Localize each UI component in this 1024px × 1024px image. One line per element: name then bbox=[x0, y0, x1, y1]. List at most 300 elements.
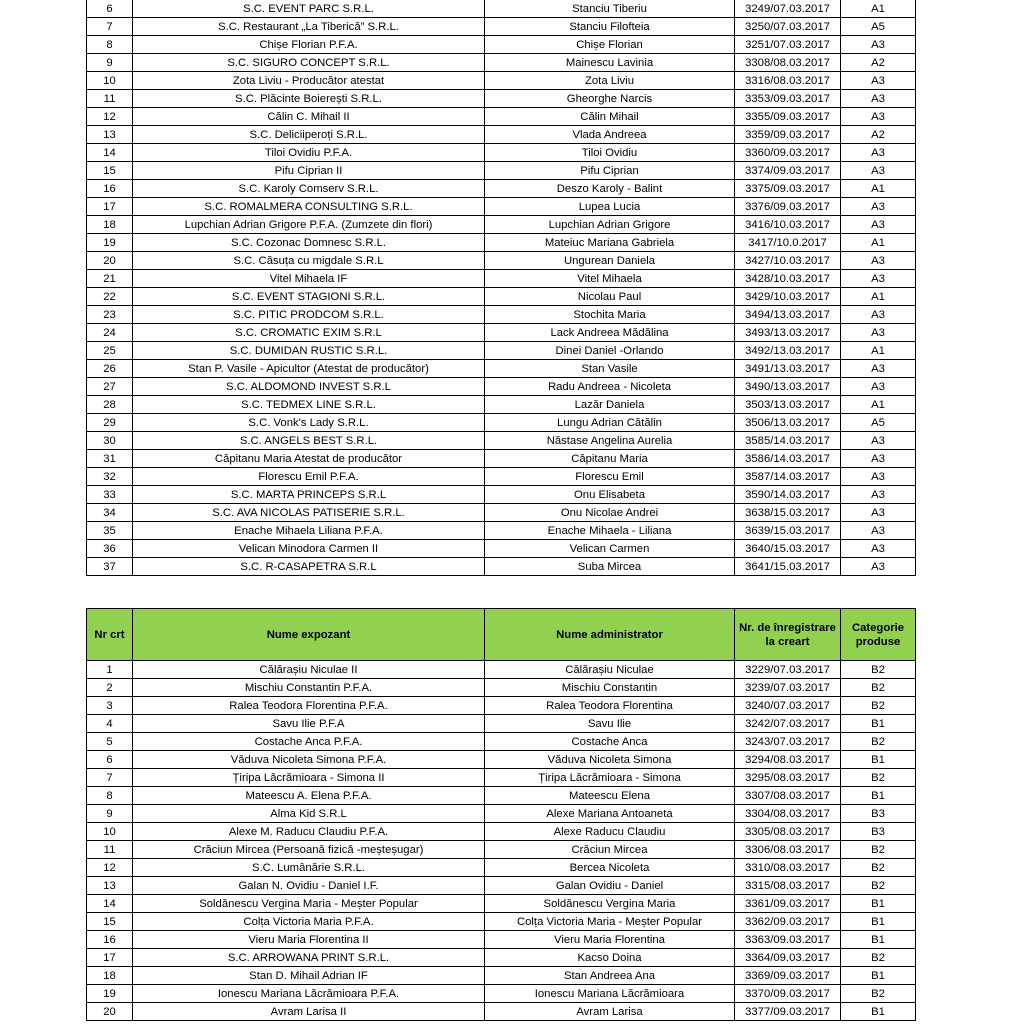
cell-administrator: Călărașiu Niculae bbox=[485, 661, 735, 679]
table-row bbox=[87, 486, 916, 504]
cell-nr-inregistrare: 3586/14.03.2017 bbox=[735, 450, 841, 468]
cell-nr-inregistrare: 3493/13.03.2017 bbox=[735, 324, 841, 342]
cell-categorie: B2 bbox=[841, 661, 916, 679]
cell-expozant: S.C. ALDOMOND INVEST S.R.L bbox=[133, 378, 485, 396]
cell-nr-inregistrare: 3638/15.03.2017 bbox=[735, 504, 841, 522]
table-row bbox=[87, 432, 916, 450]
table-row bbox=[87, 769, 916, 787]
cell-categorie: A3 bbox=[841, 558, 916, 576]
cell-nr: 16 bbox=[87, 931, 133, 949]
cell-nr: 10 bbox=[87, 72, 133, 90]
cell-expozant: S.C. EVENT PARC S.R.L. bbox=[133, 0, 485, 18]
table-row bbox=[87, 144, 916, 162]
cell-administrator: Crăciun Mircea bbox=[485, 841, 735, 859]
cell-administrator: Ionescu Mariana Lăcrămioara bbox=[485, 985, 735, 1003]
cell-administrator: Stanciu Filofteia bbox=[485, 18, 735, 36]
cell-expozant: Enache Mihaela Liliana P.F.A. bbox=[133, 522, 485, 540]
cell-nr-inregistrare: 3316/08.03.2017 bbox=[735, 72, 841, 90]
cell-nr: 5 bbox=[87, 733, 133, 751]
cell-categorie: A3 bbox=[841, 468, 916, 486]
cell-administrator: Vieru Maria Florentina bbox=[485, 931, 735, 949]
cell-nr: 28 bbox=[87, 396, 133, 414]
cell-nr: 36 bbox=[87, 540, 133, 558]
cell-nr: 33 bbox=[87, 486, 133, 504]
cell-nr-inregistrare: 3304/08.03.2017 bbox=[735, 805, 841, 823]
cell-administrator: Vlada Andreea bbox=[485, 126, 735, 144]
cell-expozant: Căpitanu Maria Atestat de producător bbox=[133, 450, 485, 468]
cell-categorie: A3 bbox=[841, 378, 916, 396]
cell-nr: 11 bbox=[87, 90, 133, 108]
cell-expozant: Florescu Emil P.F.A. bbox=[133, 468, 485, 486]
cell-nr: 19 bbox=[87, 985, 133, 1003]
cell-nr-inregistrare: 3364/09.03.2017 bbox=[735, 949, 841, 967]
cell-expozant: S.C. ANGELS BEST S.R.L. bbox=[133, 432, 485, 450]
cell-administrator: Călin Mihail bbox=[485, 108, 735, 126]
cell-categorie: B1 bbox=[841, 913, 916, 931]
table-row bbox=[87, 0, 916, 18]
cell-nr-inregistrare: 3359/09.03.2017 bbox=[735, 126, 841, 144]
table-row bbox=[87, 396, 916, 414]
cell-administrator: Colța Victoria Maria - Meșter Popular bbox=[485, 913, 735, 931]
cell-nr-inregistrare: 3306/08.03.2017 bbox=[735, 841, 841, 859]
cell-nr: 9 bbox=[87, 805, 133, 823]
table-row bbox=[87, 679, 916, 697]
cell-administrator: Ungurean Daniela bbox=[485, 252, 735, 270]
cell-expozant: S.C. PITIC PRODCOM S.R.L. bbox=[133, 306, 485, 324]
cell-administrator: Stan Vasile bbox=[485, 360, 735, 378]
table-row bbox=[87, 967, 916, 985]
cell-expozant: S.C. Cozonac Domnesc S.R.L. bbox=[133, 234, 485, 252]
cell-categorie: A3 bbox=[841, 108, 916, 126]
cell-administrator: Mateiuc Mariana Gabriela bbox=[485, 234, 735, 252]
cell-expozant: Lupchian Adrian Grigore P.F.A. (Zumzete din flori) bbox=[133, 216, 485, 234]
cell-nr-inregistrare: 3377/09.03.2017 bbox=[735, 1003, 841, 1021]
cell-categorie: B2 bbox=[841, 949, 916, 967]
cell-nr: 14 bbox=[87, 895, 133, 913]
cell-categorie: A5 bbox=[841, 18, 916, 36]
cell-expozant: Țiripa Lăcrămioara - Simona II bbox=[133, 769, 485, 787]
cell-nr: 3 bbox=[87, 697, 133, 715]
cell-categorie: A3 bbox=[841, 144, 916, 162]
table-row bbox=[87, 877, 916, 895]
cell-nr-inregistrare: 3250/07.03.2017 bbox=[735, 18, 841, 36]
cell-categorie: B2 bbox=[841, 985, 916, 1003]
cell-nr: 6 bbox=[87, 751, 133, 769]
table-row bbox=[87, 913, 916, 931]
cell-nr-inregistrare: 3295/08.03.2017 bbox=[735, 769, 841, 787]
cell-administrator: Velican Carmen bbox=[485, 540, 735, 558]
cell-administrator: Chișe Florian bbox=[485, 36, 735, 54]
table-row bbox=[87, 270, 916, 288]
cell-expozant: Vieru Maria Florentina II bbox=[133, 931, 485, 949]
cell-categorie: A1 bbox=[841, 0, 916, 18]
cell-nr-inregistrare: 3307/08.03.2017 bbox=[735, 787, 841, 805]
cell-nr: 7 bbox=[87, 769, 133, 787]
cell-nr-inregistrare: 3242/07.03.2017 bbox=[735, 715, 841, 733]
cell-nr: 37 bbox=[87, 558, 133, 576]
cell-categorie: B2 bbox=[841, 679, 916, 697]
cell-nr-inregistrare: 3417/10.0.2017 bbox=[735, 234, 841, 252]
cell-administrator: Soldănescu Vergina Maria bbox=[485, 895, 735, 913]
cell-administrator: Bercea Nicoleta bbox=[485, 859, 735, 877]
cell-expozant: Alexe M. Raducu Claudiu P.F.A. bbox=[133, 823, 485, 841]
cell-nr-inregistrare: 3416/10.03.2017 bbox=[735, 216, 841, 234]
cell-nr: 2 bbox=[87, 679, 133, 697]
cell-expozant: Călin C. Mihail II bbox=[133, 108, 485, 126]
cell-administrator: Stochita Maria bbox=[485, 306, 735, 324]
table-row bbox=[87, 126, 916, 144]
table-row bbox=[87, 558, 916, 576]
table-row bbox=[87, 90, 916, 108]
cell-nr-inregistrare: 3427/10.03.2017 bbox=[735, 252, 841, 270]
cell-administrator: Căpitanu Maria bbox=[485, 450, 735, 468]
table-row bbox=[87, 522, 916, 540]
cell-expozant: S.C. Căsuța cu migdale S.R.L bbox=[133, 252, 485, 270]
table-row bbox=[87, 234, 916, 252]
table-row bbox=[87, 823, 916, 841]
cell-categorie: B1 bbox=[841, 1003, 916, 1021]
cell-nr-inregistrare: 3315/08.03.2017 bbox=[735, 877, 841, 895]
cell-nr: 29 bbox=[87, 414, 133, 432]
table-row bbox=[87, 108, 916, 126]
cell-nr-inregistrare: 3308/08.03.2017 bbox=[735, 54, 841, 72]
cell-administrator: Văduva Nicoleta Simona bbox=[485, 751, 735, 769]
cell-nr: 20 bbox=[87, 1003, 133, 1021]
cell-nr-inregistrare: 3587/14.03.2017 bbox=[735, 468, 841, 486]
table-row bbox=[87, 288, 916, 306]
cell-administrator: Lazăr Daniela bbox=[485, 396, 735, 414]
header-nume-expozant: Nume expozant bbox=[133, 609, 485, 661]
cell-nr: 27 bbox=[87, 378, 133, 396]
cell-expozant: S.C. Karoly Comserv S.R.L. bbox=[133, 180, 485, 198]
cell-expozant: Tiloi Ovidiu P.F.A. bbox=[133, 144, 485, 162]
table-row bbox=[87, 378, 916, 396]
cell-expozant: Stan D. Mihail Adrian IF bbox=[133, 967, 485, 985]
table-row bbox=[87, 985, 916, 1003]
cell-administrator: Florescu Emil bbox=[485, 468, 735, 486]
cell-nr-inregistrare: 3641/15.03.2017 bbox=[735, 558, 841, 576]
cell-nr-inregistrare: 3369/09.03.2017 bbox=[735, 967, 841, 985]
cell-expozant: Pifu Ciprian II bbox=[133, 162, 485, 180]
cell-nr-inregistrare: 3370/09.03.2017 bbox=[735, 985, 841, 1003]
cell-nr-inregistrare: 3640/15.03.2017 bbox=[735, 540, 841, 558]
cell-nr: 21 bbox=[87, 270, 133, 288]
cell-nr-inregistrare: 3362/09.03.2017 bbox=[735, 913, 841, 931]
cell-nr: 8 bbox=[87, 36, 133, 54]
header-nr-inregistrare: Nr. de înregistrare la creart bbox=[735, 609, 841, 661]
table-b-header bbox=[87, 609, 916, 661]
cell-administrator: Pifu Ciprian bbox=[485, 162, 735, 180]
table-row bbox=[87, 180, 916, 198]
cell-nr: 14 bbox=[87, 144, 133, 162]
table-row bbox=[87, 540, 916, 558]
cell-administrator: Stanciu Tiberiu bbox=[485, 0, 735, 18]
table-row bbox=[87, 661, 916, 679]
table-row bbox=[87, 54, 916, 72]
cell-administrator: Țiripa Lăcrămioara - Simona bbox=[485, 769, 735, 787]
cell-nr: 26 bbox=[87, 360, 133, 378]
cell-expozant: Crăciun Mircea (Persoană fizică -meșteșugar) bbox=[133, 841, 485, 859]
exhibitors-table-b bbox=[86, 608, 916, 1021]
table-row bbox=[87, 733, 916, 751]
cell-nr-inregistrare: 3585/14.03.2017 bbox=[735, 432, 841, 450]
cell-categorie: A3 bbox=[841, 522, 916, 540]
table-row bbox=[87, 504, 916, 522]
cell-nr: 9 bbox=[87, 54, 133, 72]
cell-administrator: Galan Ovidiu - Daniel bbox=[485, 877, 735, 895]
cell-categorie: A3 bbox=[841, 270, 916, 288]
cell-expozant: S.C. DUMIDAN RUSTIC S.R.L. bbox=[133, 342, 485, 360]
cell-categorie: A1 bbox=[841, 234, 916, 252]
cell-administrator: Radu Andreea - Nicoleta bbox=[485, 378, 735, 396]
cell-administrator: Zota Liviu bbox=[485, 72, 735, 90]
cell-nr-inregistrare: 3249/07.03.2017 bbox=[735, 0, 841, 18]
cell-nr: 7 bbox=[87, 18, 133, 36]
cell-categorie: A3 bbox=[841, 450, 916, 468]
cell-categorie: A5 bbox=[841, 414, 916, 432]
cell-expozant: S.C. R-CASAPETRA S.R.L bbox=[133, 558, 485, 576]
cell-nr: 30 bbox=[87, 432, 133, 450]
cell-expozant: Velican Minodora Carmen II bbox=[133, 540, 485, 558]
cell-categorie: A1 bbox=[841, 396, 916, 414]
cell-administrator: Mateescu Elena bbox=[485, 787, 735, 805]
cell-categorie: A3 bbox=[841, 72, 916, 90]
cell-administrator: Avram Larisa bbox=[485, 1003, 735, 1021]
cell-nr: 10 bbox=[87, 823, 133, 841]
cell-expozant: Ionescu Mariana Lăcrămioara P.F.A. bbox=[133, 985, 485, 1003]
cell-categorie: A1 bbox=[841, 180, 916, 198]
cell-categorie: B3 bbox=[841, 805, 916, 823]
header-nr-crt: Nr crt bbox=[87, 609, 133, 661]
cell-expozant: S.C. AVA NICOLAS PATISERIE S.R.L. bbox=[133, 504, 485, 522]
cell-expozant: S.C. MARTA PRINCEPS S.R.L bbox=[133, 486, 485, 504]
cell-nr-inregistrare: 3375/09.03.2017 bbox=[735, 180, 841, 198]
cell-nr: 32 bbox=[87, 468, 133, 486]
header-row bbox=[87, 609, 916, 661]
cell-expozant: S.C. TEDMEX LINE S.R.L. bbox=[133, 396, 485, 414]
cell-nr-inregistrare: 3376/09.03.2017 bbox=[735, 198, 841, 216]
cell-categorie: A2 bbox=[841, 126, 916, 144]
cell-expozant: Chișe Florian P.F.A. bbox=[133, 36, 485, 54]
cell-nr: 16 bbox=[87, 180, 133, 198]
table-row bbox=[87, 324, 916, 342]
cell-administrator: Lupea Lucia bbox=[485, 198, 735, 216]
cell-nr: 4 bbox=[87, 715, 133, 733]
cell-categorie: A1 bbox=[841, 288, 916, 306]
cell-categorie: B2 bbox=[841, 841, 916, 859]
cell-categorie: A3 bbox=[841, 216, 916, 234]
table-row bbox=[87, 342, 916, 360]
table-row bbox=[87, 787, 916, 805]
cell-categorie: B3 bbox=[841, 823, 916, 841]
cell-categorie: A3 bbox=[841, 90, 916, 108]
cell-nr-inregistrare: 3360/09.03.2017 bbox=[735, 144, 841, 162]
cell-nr-inregistrare: 3491/13.03.2017 bbox=[735, 360, 841, 378]
cell-expozant: Soldănescu Vergina Maria - Meșter Popular bbox=[133, 895, 485, 913]
cell-expozant: Mischiu Constantin P.F.A. bbox=[133, 679, 485, 697]
cell-categorie: B2 bbox=[841, 859, 916, 877]
cell-nr-inregistrare: 3240/07.03.2017 bbox=[735, 697, 841, 715]
header-categorie-produse: Categorie produse bbox=[841, 609, 916, 661]
header-nume-administrator: Nume administrator bbox=[485, 609, 735, 661]
cell-nr: 18 bbox=[87, 216, 133, 234]
cell-expozant: Călărașiu Niculae II bbox=[133, 661, 485, 679]
cell-administrator: Alexe Raducu Claudiu bbox=[485, 823, 735, 841]
cell-nr-inregistrare: 3363/09.03.2017 bbox=[735, 931, 841, 949]
cell-expozant: Mateescu A. Elena P.F.A. bbox=[133, 787, 485, 805]
cell-nr-inregistrare: 3503/13.03.2017 bbox=[735, 396, 841, 414]
table-row bbox=[87, 72, 916, 90]
cell-nr: 15 bbox=[87, 913, 133, 931]
cell-administrator: Lungu Adrian Cătălin bbox=[485, 414, 735, 432]
cell-administrator: Gheorghe Narcis bbox=[485, 90, 735, 108]
cell-nr: 15 bbox=[87, 162, 133, 180]
cell-administrator: Deszo Karoly - Balint bbox=[485, 180, 735, 198]
cell-nr: 34 bbox=[87, 504, 133, 522]
cell-nr-inregistrare: 3429/10.03.2017 bbox=[735, 288, 841, 306]
cell-nr: 31 bbox=[87, 450, 133, 468]
table-row bbox=[87, 162, 916, 180]
cell-categorie: B2 bbox=[841, 697, 916, 715]
cell-nr-inregistrare: 3494/13.03.2017 bbox=[735, 306, 841, 324]
cell-categorie: B1 bbox=[841, 895, 916, 913]
cell-administrator: Tiloi Ovidiu bbox=[485, 144, 735, 162]
table-row bbox=[87, 36, 916, 54]
cell-expozant: S.C. ROMALMERA CONSULTING S.R.L. bbox=[133, 198, 485, 216]
table-row bbox=[87, 198, 916, 216]
cell-nr: 19 bbox=[87, 234, 133, 252]
cell-nr-inregistrare: 3490/13.03.2017 bbox=[735, 378, 841, 396]
cell-nr-inregistrare: 3310/08.03.2017 bbox=[735, 859, 841, 877]
table-row bbox=[87, 859, 916, 877]
cell-nr: 13 bbox=[87, 126, 133, 144]
cell-expozant: Costache Anca P.F.A. bbox=[133, 733, 485, 751]
cell-administrator: Năstase Angelina Aurelia bbox=[485, 432, 735, 450]
cell-administrator: Onu Elisabeta bbox=[485, 486, 735, 504]
cell-expozant: Alma Kid S.R.L bbox=[133, 805, 485, 823]
cell-nr-inregistrare: 3229/07.03.2017 bbox=[735, 661, 841, 679]
cell-administrator: Savu Ilie bbox=[485, 715, 735, 733]
cell-administrator: Onu Nicolae Andrei bbox=[485, 504, 735, 522]
table-row bbox=[87, 805, 916, 823]
cell-nr: 18 bbox=[87, 967, 133, 985]
cell-nr: 24 bbox=[87, 324, 133, 342]
cell-administrator: Lack Andreea Mădălina bbox=[485, 324, 735, 342]
cell-nr: 1 bbox=[87, 661, 133, 679]
cell-nr-inregistrare: 3428/10.03.2017 bbox=[735, 270, 841, 288]
cell-nr-inregistrare: 3361/09.03.2017 bbox=[735, 895, 841, 913]
cell-categorie: A3 bbox=[841, 252, 916, 270]
cell-nr-inregistrare: 3374/09.03.2017 bbox=[735, 162, 841, 180]
cell-expozant: Galan N. Ovidiu - Daniel I.F. bbox=[133, 877, 485, 895]
table-row bbox=[87, 414, 916, 432]
cell-categorie: A3 bbox=[841, 324, 916, 342]
cell-nr-inregistrare: 3355/09.03.2017 bbox=[735, 108, 841, 126]
cell-expozant: S.C. CROMATIC EXIM S.R.L bbox=[133, 324, 485, 342]
cell-categorie: A3 bbox=[841, 162, 916, 180]
table-row bbox=[87, 1003, 916, 1021]
cell-administrator: Dinei Daniel -Orlando bbox=[485, 342, 735, 360]
cell-expozant: Vitel Mihaela IF bbox=[133, 270, 485, 288]
cell-categorie: B1 bbox=[841, 967, 916, 985]
cell-expozant: S.C. Lumânărie S.R.L. bbox=[133, 859, 485, 877]
table-row bbox=[87, 468, 916, 486]
cell-administrator: Suba Mircea bbox=[485, 558, 735, 576]
cell-expozant: Stan P. Vasile - Apicultor (Atestat de producător) bbox=[133, 360, 485, 378]
cell-administrator: Kacso Doina bbox=[485, 949, 735, 967]
cell-expozant: Ralea Teodora Florentina P.F.A. bbox=[133, 697, 485, 715]
cell-nr: 17 bbox=[87, 198, 133, 216]
cell-nr: 8 bbox=[87, 787, 133, 805]
cell-expozant: S.C. ARROWANA PRINT S.R.L. bbox=[133, 949, 485, 967]
cell-categorie: B2 bbox=[841, 769, 916, 787]
cell-administrator: Alexe Mariana Antoaneta bbox=[485, 805, 735, 823]
cell-categorie: B1 bbox=[841, 787, 916, 805]
cell-administrator: Enache Mihaela - Liliana bbox=[485, 522, 735, 540]
cell-administrator: Nicolau Paul bbox=[485, 288, 735, 306]
cell-nr: 23 bbox=[87, 306, 133, 324]
cell-administrator: Costache Anca bbox=[485, 733, 735, 751]
table-row bbox=[87, 216, 916, 234]
table-row bbox=[87, 895, 916, 913]
cell-categorie: A3 bbox=[841, 306, 916, 324]
cell-nr: 12 bbox=[87, 859, 133, 877]
cell-expozant: S.C. EVENT STAGIONI S.R.L. bbox=[133, 288, 485, 306]
table-b-body bbox=[87, 661, 916, 1021]
table-row bbox=[87, 697, 916, 715]
cell-nr: 12 bbox=[87, 108, 133, 126]
cell-nr-inregistrare: 3239/07.03.2017 bbox=[735, 679, 841, 697]
cell-nr: 17 bbox=[87, 949, 133, 967]
cell-categorie: A3 bbox=[841, 540, 916, 558]
cell-expozant: S.C. Restaurant „La Tiberică” S.R.L. bbox=[133, 18, 485, 36]
cell-administrator: Lupchian Adrian Grigore bbox=[485, 216, 735, 234]
cell-categorie: B1 bbox=[841, 715, 916, 733]
cell-nr-inregistrare: 3353/09.03.2017 bbox=[735, 90, 841, 108]
cell-categorie: A3 bbox=[841, 504, 916, 522]
cell-categorie: A3 bbox=[841, 198, 916, 216]
cell-administrator: Stan Andreea Ana bbox=[485, 967, 735, 985]
cell-nr-inregistrare: 3492/13.03.2017 bbox=[735, 342, 841, 360]
cell-nr-inregistrare: 3639/15.03.2017 bbox=[735, 522, 841, 540]
cell-categorie: A3 bbox=[841, 36, 916, 54]
cell-expozant: Avram Larisa II bbox=[133, 1003, 485, 1021]
cell-nr-inregistrare: 3305/08.03.2017 bbox=[735, 823, 841, 841]
table-row bbox=[87, 306, 916, 324]
cell-nr: 35 bbox=[87, 522, 133, 540]
cell-expozant: S.C. SIGURO CONCEPT S.R.L. bbox=[133, 54, 485, 72]
cell-nr: 11 bbox=[87, 841, 133, 859]
cell-expozant: Colța Victoria Maria P.F.A. bbox=[133, 913, 485, 931]
exhibitors-table-a bbox=[86, 0, 916, 576]
table-row bbox=[87, 18, 916, 36]
cell-expozant: S.C. Vonk's Lady S.R.L. bbox=[133, 414, 485, 432]
cell-expozant: S.C. Deliciiperoți S.R.L. bbox=[133, 126, 485, 144]
cell-categorie: A2 bbox=[841, 54, 916, 72]
cell-nr-inregistrare: 3294/08.03.2017 bbox=[735, 751, 841, 769]
cell-expozant: Văduva Nicoleta Simona P.F.A. bbox=[133, 751, 485, 769]
cell-categorie: A1 bbox=[841, 342, 916, 360]
table-row bbox=[87, 841, 916, 859]
cell-administrator: Ralea Teodora Florentina bbox=[485, 697, 735, 715]
cell-categorie: B2 bbox=[841, 877, 916, 895]
cell-administrator: Mainescu Lavinia bbox=[485, 54, 735, 72]
cell-nr: 6 bbox=[87, 0, 133, 18]
cell-expozant: Zota Liviu - Producător atestat bbox=[133, 72, 485, 90]
cell-nr-inregistrare: 3590/14.03.2017 bbox=[735, 486, 841, 504]
cell-categorie: A3 bbox=[841, 432, 916, 450]
cell-categorie: A3 bbox=[841, 486, 916, 504]
